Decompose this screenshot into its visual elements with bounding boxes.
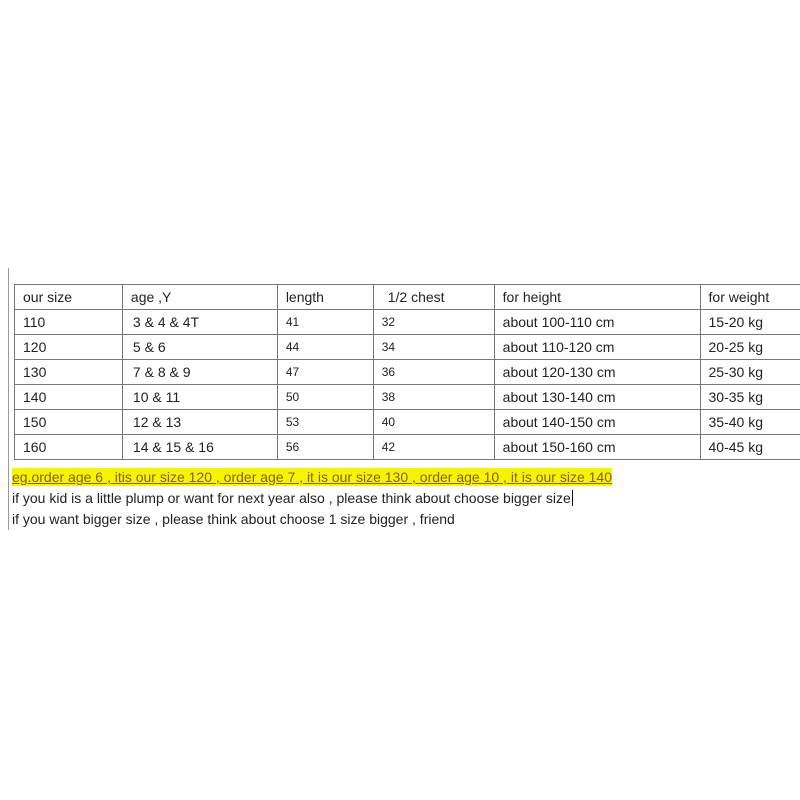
- header-for-weight: for weight: [700, 285, 800, 310]
- cell-for-weight: 15-20 kg: [700, 310, 800, 335]
- cell-for-weight: 30-35 kg: [700, 385, 800, 410]
- cell-for-weight: 35-40 kg: [700, 410, 800, 435]
- bigger-size-note-text: if you want bigger size , please think about choose 1 size bigger , friend: [12, 511, 455, 527]
- cell-half-chest: 42: [373, 435, 494, 460]
- header-length: length: [277, 285, 373, 310]
- cell-for-weight: 25-30 kg: [700, 360, 800, 385]
- example-note-highlighted: [12, 469, 612, 485]
- cell-our-size: 120: [15, 335, 123, 360]
- cell-length: 41: [277, 310, 373, 335]
- cell-age: 10 & 11: [122, 385, 277, 410]
- cell-for-height: about 110-120 cm: [494, 335, 700, 360]
- cell-length: 47: [277, 360, 373, 385]
- table-row: [15, 310, 800, 335]
- plump-kid-note-text: if you kid is a little plump or want for next year also , please think about choose bigger size: [12, 490, 571, 506]
- highlighted-example-text: eg.order age 6 , itis our size 120 , order age 7 , it is our size 130 , order age 10 , it is our size 140: [12, 469, 612, 485]
- cell-our-size: 160: [15, 435, 123, 460]
- cell-our-size: 110: [15, 310, 123, 335]
- cell-for-height: about 120-130 cm: [494, 360, 700, 385]
- cell-age: 3 & 4 & 4T: [122, 310, 277, 335]
- table-row: [15, 335, 800, 360]
- cell-age: 12 & 13: [122, 410, 277, 435]
- header-for-height: for height: [494, 285, 700, 310]
- table-row: [15, 435, 800, 460]
- cell-age: 14 & 15 & 16: [122, 435, 277, 460]
- cell-half-chest: 36: [373, 360, 494, 385]
- cell-half-chest: 38: [373, 385, 494, 410]
- header-our-size: our size: [15, 285, 123, 310]
- cell-our-size: 130: [15, 360, 123, 385]
- cell-length: 53: [277, 410, 373, 435]
- cell-for-height: about 100-110 cm: [494, 310, 700, 335]
- cell-our-size: 140: [15, 385, 123, 410]
- header-half-chest: 1/2 chest: [373, 285, 494, 310]
- bigger-size-note: [12, 511, 455, 527]
- table-row: [15, 385, 800, 410]
- cell-half-chest: 34: [373, 335, 494, 360]
- table-row: [15, 410, 800, 435]
- plump-kid-note: [12, 490, 573, 506]
- cell-length: 44: [277, 335, 373, 360]
- cell-for-height: about 140-150 cm: [494, 410, 700, 435]
- cell-half-chest: 32: [373, 310, 494, 335]
- size-chart-table: [14, 284, 800, 460]
- table-row: [15, 360, 800, 385]
- cell-for-weight: 20-25 kg: [700, 335, 800, 360]
- cell-for-weight: 40-45 kg: [700, 435, 800, 460]
- cell-length: 56: [277, 435, 373, 460]
- cell-for-height: about 130-140 cm: [494, 385, 700, 410]
- cell-for-height: about 150-160 cm: [494, 435, 700, 460]
- page-edge-line: [8, 268, 9, 530]
- text-cursor: [572, 490, 573, 506]
- cell-length: 50: [277, 385, 373, 410]
- cell-our-size: 150: [15, 410, 123, 435]
- cell-half-chest: 40: [373, 410, 494, 435]
- cell-age: 7 & 8 & 9: [122, 360, 277, 385]
- header-age: age ,Y: [122, 285, 277, 310]
- table-header-row: [15, 285, 800, 310]
- cell-age: 5 & 6: [122, 335, 277, 360]
